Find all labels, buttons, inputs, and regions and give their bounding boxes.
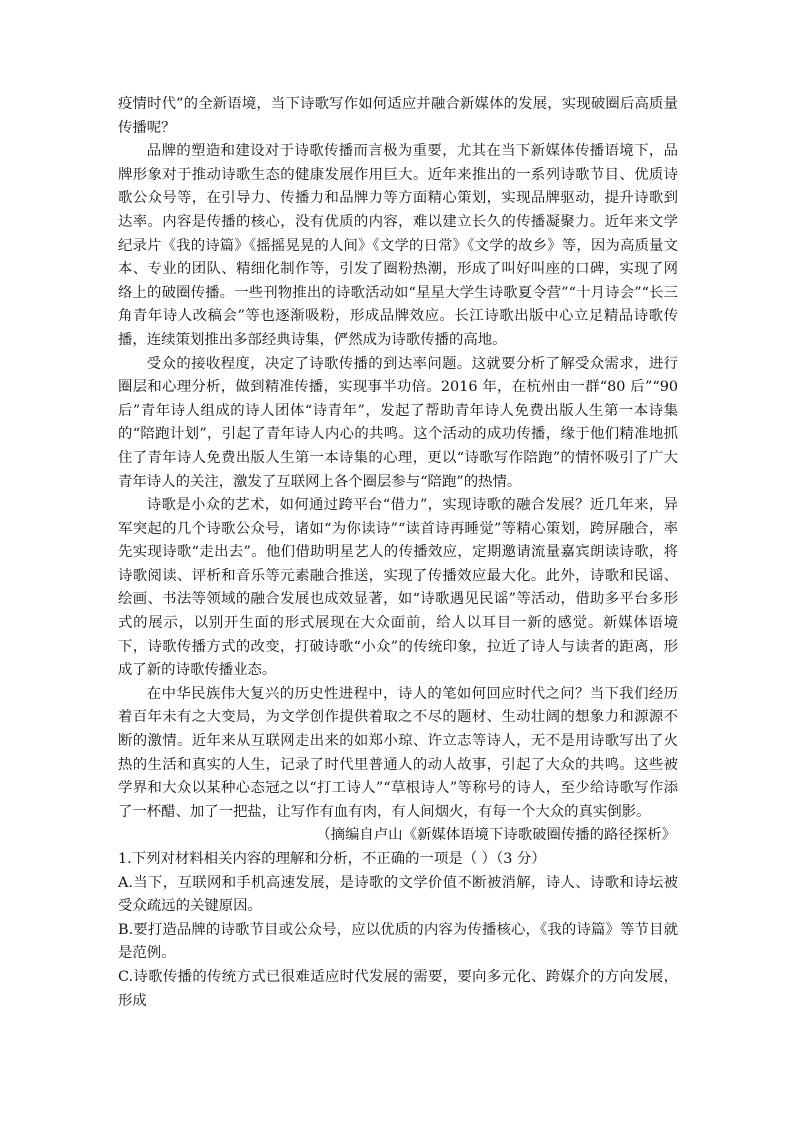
question-1-stem: 1.下列对材料相关内容的理解和分析，不正确的一项是（ ）（3 分） (118, 851, 546, 867)
document-page (118, 93, 678, 1013)
article-paragraph-4: 诗歌是小众的艺术，如何通过跨平台“借力”，实现诗歌的融合发展？近几年来，异军突起的几个诗歌公众号，诸如“为你读诗”“读首诗再睡觉”等精心策划，跨屏融合，率先实现诗歌“走出去”。他们借助明星艺人的传播效应，定期邀请流量嘉宾朗读诗歌，将诗歌阅读、评析和音乐等元素融合推送，实现了传播效应最大化。此外，诗歌和民谣、绘画、书法等领域的融合发展也成效显著，如“诗歌遇见民谣”等活动，借助多平台多形式的展示，以别开生面的形式展现在大众面前，给人以耳目一新的感觉。新媒体语境下，诗歌传播方式的改变，打破诗歌“小众”的传统印象，拉近了诗人与读者的距离，形成了新的诗歌传播业态。 (118, 497, 678, 679)
question-1-option-a: A.当下，互联网和手机高速发展，是诗歌的文学价值不断被消解，诗人、诗歌和诗坛被受众疏远的关键原因。 (118, 874, 678, 915)
article-paragraph-3: 受众的接收程度，决定了诗歌传播的到达率问题。这就要分析了解受众需求，进行圈层和心理分析，做到精准传播，实现事半功倍。2016 年，在杭州由一群“80 后”“90 后”青年诗人组成的诗人团体“诗青年”，发起了帮助青年诗人免费出版人生第一本诗集的“陪跑计划”，引起了青年诗人内心的共鸣。这个活动的成功传播，缘于他们精准地抓住了青年诗人免费出版人生第一本诗集的心理，更以“诗歌写作陪跑”的情怀吸引了广大青年诗人的关注，激发了互联网上各个圈层参与“陪跑”的热情。 (118, 355, 678, 490)
article-paragraph-2: 品牌的塑造和建设对于诗歌传播而言极为重要，尤其在当下新媒体传播语境下，品牌形象对于推动诗歌生态的健康发展作用巨大。近年来推出的一系列诗歌节目、优质诗歌公众号等，在引导力、传播力和品牌力等方面精心策划，实现品牌驱动，提升诗歌到达率。内容是传播的核心，没有优质的内容，难以建立长久的传播凝聚力。近年来文学纪录片《我的诗篇》《摇摇晃晃的人间》《文学的日常》《文学的故乡》等，因为高质量文本、专业的团队、精细化制作等，引发了圈粉热潮，形成了叫好叫座的口碑，实现了网络上的破圈传播。一些刊物推出的诗歌活动如“星星大学生诗歌夏令营”“十月诗会”“长三角青年诗人改稿会”等也逐渐吸粉，形成品牌效应。长江诗歌出版中心立足精品诗歌传播，连续策划推出多部经典诗集，俨然成为诗歌传播的高地。 (118, 143, 678, 348)
question-1-option-c: C.诗歌传播的传统方式已很难适应时代发展的需要，要向多元化、跨媒介的方向发展，形成 (118, 968, 678, 1009)
question-1-option-b: B.要打造品牌的诗歌节目或公众号，应以优质的内容为传播核心，《我的诗篇》等节目就是范例。 (118, 921, 678, 962)
article-source: （摘编自卢山《新媒体语境下诗歌破圈传播的路径探析》 (316, 827, 676, 844)
article-paragraph-5: 在中华民族伟大复兴的历史性进程中，诗人的笔如何回应时代之问？当下我们经历着百年未有之大变局，为文学创作提供着取之不尽的题材、生动壮阔的想象力和源源不断的激情。近年来从互联网走出来的如郑小琼、许立志等诗人，无不是用诗歌写出了火热的生活和真实的人生，记录了时代里普通人的动人故事，引起了大众的共鸣。这些被学界和大众以某种心态冠之以“打工诗人”“草根诗人”等称号的诗人，至少给诗歌写作添了一杯醋、加了一把盐，让写作有血有肉，有人间烟火，有每一个大众的真实倒影。 (118, 685, 678, 820)
article-paragraph-1: 疫情时代”的全新语境，当下诗歌写作如何适应并融合新媒体的发展，实现破圈后高质量传播呢？ (118, 96, 678, 136)
